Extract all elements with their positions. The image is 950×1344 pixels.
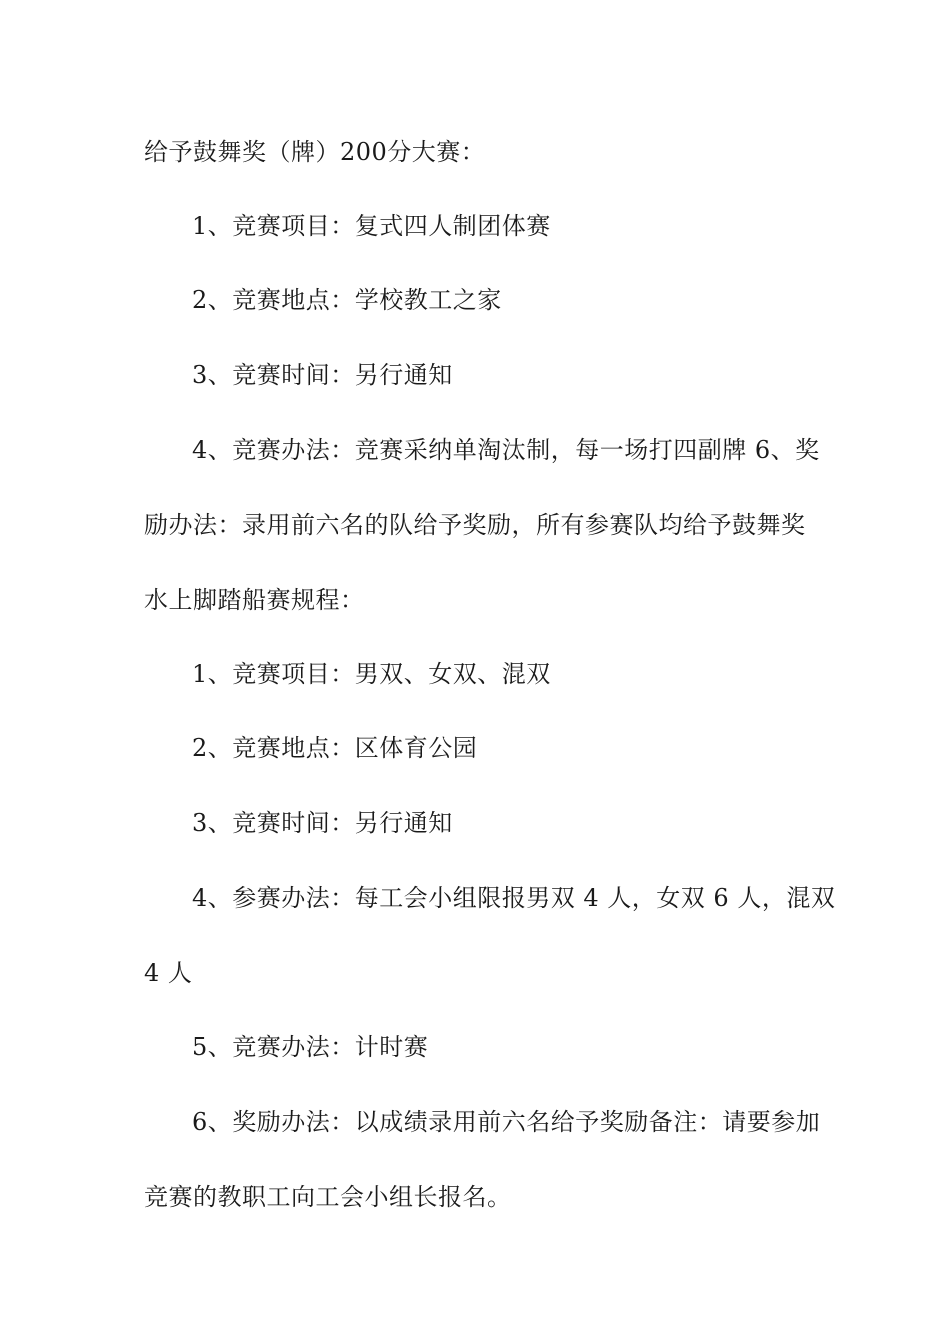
boat-item-2: 2、竞赛地点：区体育公园 xyxy=(192,734,478,762)
boat-item-3: 3、竞赛时间：另行通知 xyxy=(192,809,453,837)
boat-item-1: 1、竞赛项目：男双、女双、混双 xyxy=(192,660,551,688)
boat-race-heading: 水上脚踏船赛规程： xyxy=(144,586,365,614)
bridge-item-4: 4、竞赛办法：竞赛采纳单淘汰制，每一场打四副牌 6、奖 xyxy=(192,436,820,464)
bridge-item-1: 1、竞赛项目：复式四人制团体赛 xyxy=(192,212,551,240)
bridge-item-3: 3、竞赛时间：另行通知 xyxy=(192,361,453,389)
boat-item-4: 4、参赛办法：每工会小组限报男双 4 人，女双 6 人，混双 xyxy=(192,884,836,912)
boat-item-6: 6、奖励办法：以成绩录用前六名给予奖励备注：请要参加 xyxy=(192,1108,821,1136)
boat-item-4-continued: 4 人 xyxy=(144,959,193,987)
boat-item-5: 5、竞赛办法：计时赛 xyxy=(192,1033,429,1061)
bridge-item-2: 2、竞赛地点：学校教工之家 xyxy=(192,286,502,314)
bridge-award-line: 给予鼓舞奖（牌）200分大赛： xyxy=(144,138,486,166)
bridge-item-4-continued: 励办法：录用前六名的队给予奖励，所有参赛队均给予鼓舞奖 xyxy=(144,511,806,539)
boat-item-6-continued: 竞赛的教职工向工会小组长报名。 xyxy=(144,1183,512,1211)
